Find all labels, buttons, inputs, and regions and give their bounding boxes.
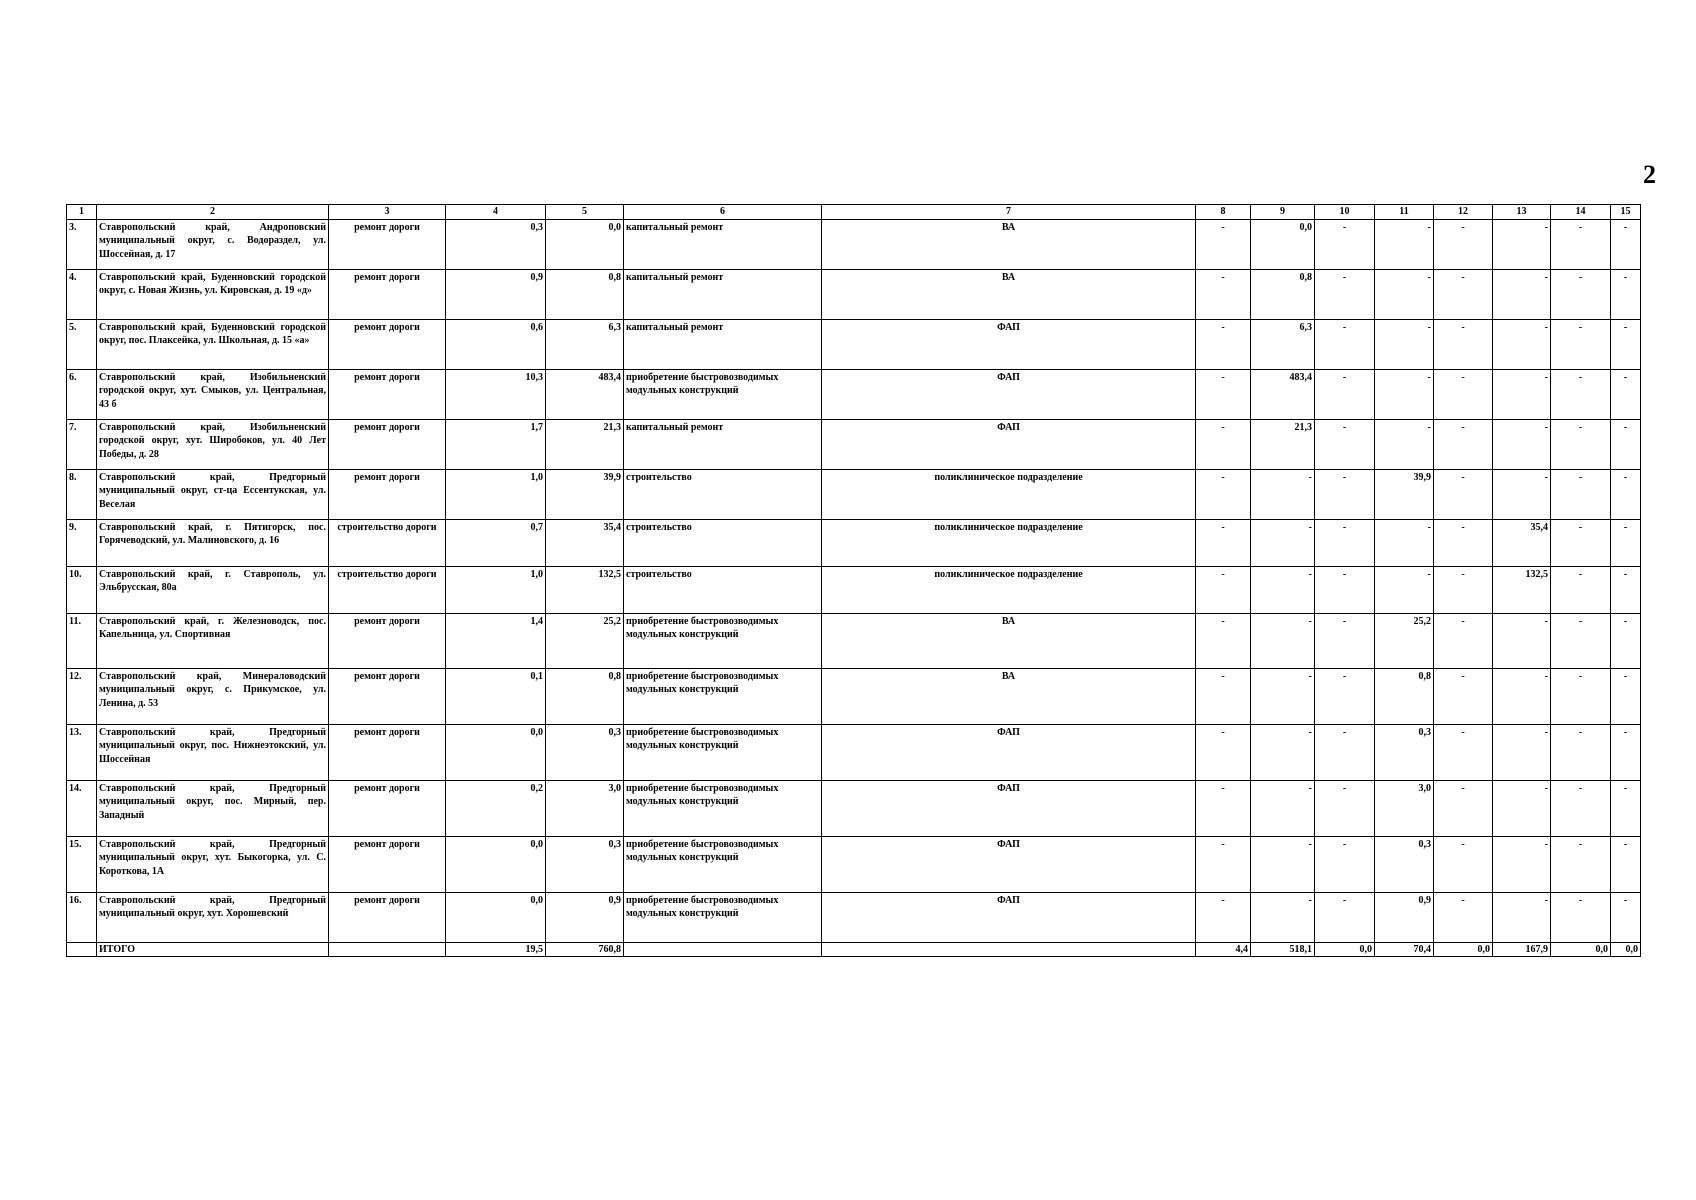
total-value: 4,4 bbox=[1196, 942, 1251, 957]
value-cell: - bbox=[1315, 668, 1375, 724]
value-cell: - bbox=[1315, 519, 1375, 566]
address-cell: Ставропольский край, Буденновский городской округ, с. Новая Жизнь, ул. Кировская, д. 19 «д» bbox=[97, 269, 329, 319]
column-header: 11 bbox=[1375, 205, 1434, 220]
empty-cell bbox=[329, 942, 446, 957]
value-cell: - bbox=[1551, 668, 1611, 724]
value-cell: - bbox=[1434, 469, 1493, 519]
value-cell: - bbox=[1551, 369, 1611, 419]
table-row bbox=[67, 219, 1641, 269]
object-cell: ФАП bbox=[822, 836, 1196, 892]
column-header: 10 bbox=[1315, 205, 1375, 220]
value-cell: 0,3 bbox=[1375, 724, 1434, 780]
value-cell: 1,0 bbox=[446, 566, 546, 613]
value-cell: - bbox=[1251, 836, 1315, 892]
value-cell: - bbox=[1315, 369, 1375, 419]
value-cell: - bbox=[1315, 269, 1375, 319]
row-number: 15. bbox=[67, 836, 97, 892]
total-value: 0,0 bbox=[1551, 942, 1611, 957]
value-cell: 0,3 bbox=[546, 836, 624, 892]
value-cell: - bbox=[1434, 780, 1493, 836]
total-value: 70,4 bbox=[1375, 942, 1434, 957]
road-work-cell: ремонт дороги bbox=[329, 469, 446, 519]
table-row bbox=[67, 519, 1641, 566]
total-value: 167,9 bbox=[1493, 942, 1551, 957]
column-header: 15 bbox=[1611, 205, 1641, 220]
object-cell: ВА bbox=[822, 668, 1196, 724]
value-cell: - bbox=[1551, 566, 1611, 613]
address-cell: Ставропольский край, Предгорный муниципальный округ, ст-ца Ессентукская, ул. Веселая bbox=[97, 469, 329, 519]
value-cell: - bbox=[1611, 219, 1641, 269]
table-row bbox=[67, 836, 1641, 892]
value-cell: 483,4 bbox=[546, 369, 624, 419]
work-type-cell: строительство bbox=[624, 519, 822, 566]
work-type-cell: приобретение быстровозводимых модульных конструкций bbox=[624, 369, 822, 419]
column-header: 13 bbox=[1493, 205, 1551, 220]
value-cell: - bbox=[1196, 319, 1251, 369]
value-cell: - bbox=[1375, 419, 1434, 469]
row-number: 8. bbox=[67, 469, 97, 519]
value-cell: 0,3 bbox=[446, 219, 546, 269]
road-work-cell: ремонт дороги bbox=[329, 419, 446, 469]
value-cell: - bbox=[1315, 892, 1375, 942]
value-cell: - bbox=[1493, 836, 1551, 892]
value-cell: 0,0 bbox=[446, 724, 546, 780]
work-type-cell: капитальный ремонт bbox=[624, 319, 822, 369]
value-cell: - bbox=[1434, 319, 1493, 369]
value-cell: - bbox=[1375, 269, 1434, 319]
value-cell: 0,3 bbox=[1375, 836, 1434, 892]
address-cell: Ставропольский край, Предгорный муниципальный округ, хут. Быкогорка, ул. С. Короткова, 1А bbox=[97, 836, 329, 892]
value-cell: - bbox=[1611, 269, 1641, 319]
value-cell: - bbox=[1611, 566, 1641, 613]
empty-cell bbox=[822, 942, 1196, 957]
row-number: 14. bbox=[67, 780, 97, 836]
column-header: 4 bbox=[446, 205, 546, 220]
value-cell: 21,3 bbox=[1251, 419, 1315, 469]
road-work-cell: ремонт дороги bbox=[329, 369, 446, 419]
object-cell: ФАП bbox=[822, 892, 1196, 942]
value-cell: 25,2 bbox=[1375, 613, 1434, 668]
value-cell: - bbox=[1315, 469, 1375, 519]
object-cell: ВА bbox=[822, 269, 1196, 319]
value-cell: - bbox=[1375, 566, 1434, 613]
row-number: 13. bbox=[67, 724, 97, 780]
column-header: 9 bbox=[1251, 205, 1315, 220]
address-cell: Ставропольский край, г. Железноводск, пос. Капельница, ул. Спортивная bbox=[97, 613, 329, 668]
work-type-cell: капитальный ремонт bbox=[624, 219, 822, 269]
address-cell: Ставропольский край, Андроповский муниципальный округ, с. Водораздел, ул. Шоссейная, д. 17 bbox=[97, 219, 329, 269]
object-cell: поликлиническое подразделение bbox=[822, 519, 1196, 566]
total-value: 518,1 bbox=[1251, 942, 1315, 957]
value-cell: 0,9 bbox=[446, 269, 546, 319]
value-cell: - bbox=[1196, 613, 1251, 668]
table-row bbox=[67, 566, 1641, 613]
value-cell: 1,4 bbox=[446, 613, 546, 668]
column-header: 1 bbox=[67, 205, 97, 220]
value-cell: 1,7 bbox=[446, 419, 546, 469]
value-cell: - bbox=[1375, 519, 1434, 566]
value-cell: - bbox=[1493, 269, 1551, 319]
road-work-cell: ремонт дороги bbox=[329, 613, 446, 668]
value-cell: 0,8 bbox=[1375, 668, 1434, 724]
value-cell: - bbox=[1611, 419, 1641, 469]
table-row bbox=[67, 780, 1641, 836]
value-cell: - bbox=[1196, 519, 1251, 566]
value-cell: - bbox=[1551, 613, 1611, 668]
work-type-cell: приобретение быстровозводимых модульных конструкций bbox=[624, 892, 822, 942]
column-header: 2 bbox=[97, 205, 329, 220]
address-cell: Ставропольский край, Минераловодский муниципальный округ, с. Прикумское, ул. Ленина, д. 53 bbox=[97, 668, 329, 724]
work-type-cell: приобретение быстровозводимых модульных конструкций bbox=[624, 836, 822, 892]
header-row bbox=[67, 205, 1641, 220]
value-cell: - bbox=[1493, 724, 1551, 780]
value-cell: 10,3 bbox=[446, 369, 546, 419]
total-label: ИТОГО bbox=[97, 942, 329, 957]
value-cell: - bbox=[1434, 668, 1493, 724]
work-type-cell: капитальный ремонт bbox=[624, 269, 822, 319]
value-cell: - bbox=[1251, 724, 1315, 780]
address-cell: Ставропольский край, Предгорный муниципальный округ, пос. Нижнеэтокский, ул. Шоссейная bbox=[97, 724, 329, 780]
value-cell: - bbox=[1315, 780, 1375, 836]
value-cell: - bbox=[1196, 469, 1251, 519]
value-cell: - bbox=[1493, 613, 1551, 668]
road-work-cell: строительство дороги bbox=[329, 519, 446, 566]
address-cell: Ставропольский край, г. Пятигорск, пос. Горячеводский, ул. Малиновского, д. 16 bbox=[97, 519, 329, 566]
value-cell: 39,9 bbox=[1375, 469, 1434, 519]
row-number: 7. bbox=[67, 419, 97, 469]
value-cell: - bbox=[1551, 780, 1611, 836]
value-cell: - bbox=[1196, 369, 1251, 419]
value-cell: - bbox=[1434, 369, 1493, 419]
value-cell: 0,8 bbox=[1251, 269, 1315, 319]
value-cell: - bbox=[1251, 566, 1315, 613]
empty-cell bbox=[67, 942, 97, 957]
value-cell: - bbox=[1196, 269, 1251, 319]
value-cell: - bbox=[1196, 419, 1251, 469]
value-cell: - bbox=[1434, 836, 1493, 892]
column-header: 7 bbox=[822, 205, 1196, 220]
value-cell: - bbox=[1251, 519, 1315, 566]
value-cell: - bbox=[1611, 319, 1641, 369]
column-header: 5 bbox=[546, 205, 624, 220]
work-type-cell: строительство bbox=[624, 469, 822, 519]
value-cell: - bbox=[1434, 613, 1493, 668]
value-cell: 3,0 bbox=[546, 780, 624, 836]
value-cell: 0,2 bbox=[446, 780, 546, 836]
object-cell: поликлиническое подразделение bbox=[822, 566, 1196, 613]
road-work-cell: ремонт дороги bbox=[329, 319, 446, 369]
address-cell: Ставропольский край, Изобильненский городской округ, хут. Смыков, ул. Центральная, 43 б bbox=[97, 369, 329, 419]
value-cell: - bbox=[1493, 369, 1551, 419]
value-cell: - bbox=[1434, 566, 1493, 613]
value-cell: - bbox=[1551, 319, 1611, 369]
object-cell: ФАП bbox=[822, 780, 1196, 836]
object-cell: ВА bbox=[822, 219, 1196, 269]
value-cell: 0,3 bbox=[546, 724, 624, 780]
value-cell: - bbox=[1251, 668, 1315, 724]
road-work-cell: ремонт дороги bbox=[329, 892, 446, 942]
total-value: 760,8 bbox=[546, 942, 624, 957]
value-cell: - bbox=[1251, 892, 1315, 942]
value-cell: 21,3 bbox=[546, 419, 624, 469]
table-row bbox=[67, 419, 1641, 469]
value-cell: 6,3 bbox=[1251, 319, 1315, 369]
road-work-cell: ремонт дороги bbox=[329, 780, 446, 836]
value-cell: - bbox=[1434, 419, 1493, 469]
table-row bbox=[67, 319, 1641, 369]
value-cell: - bbox=[1493, 892, 1551, 942]
value-cell: - bbox=[1611, 519, 1641, 566]
road-work-cell: ремонт дороги bbox=[329, 219, 446, 269]
row-number: 5. bbox=[67, 319, 97, 369]
table-row bbox=[67, 724, 1641, 780]
row-number: 16. bbox=[67, 892, 97, 942]
value-cell: - bbox=[1611, 892, 1641, 942]
value-cell: 0,7 bbox=[446, 519, 546, 566]
address-cell: Ставропольский край, Предгорный муниципальный округ, хут. Хорошевский bbox=[97, 892, 329, 942]
table-row bbox=[67, 892, 1641, 942]
value-cell: - bbox=[1551, 269, 1611, 319]
value-cell: - bbox=[1611, 469, 1641, 519]
value-cell: 1,0 bbox=[446, 469, 546, 519]
total-value: 0,0 bbox=[1434, 942, 1493, 957]
object-cell: ФАП bbox=[822, 369, 1196, 419]
value-cell: - bbox=[1551, 724, 1611, 780]
column-header: 12 bbox=[1434, 205, 1493, 220]
value-cell: 0,6 bbox=[446, 319, 546, 369]
value-cell: - bbox=[1551, 836, 1611, 892]
column-header: 14 bbox=[1551, 205, 1611, 220]
page-number: 2 bbox=[1643, 160, 1656, 189]
value-cell: - bbox=[1611, 836, 1641, 892]
value-cell: - bbox=[1196, 219, 1251, 269]
value-cell: - bbox=[1196, 566, 1251, 613]
value-cell: - bbox=[1434, 724, 1493, 780]
work-type-cell: капитальный ремонт bbox=[624, 419, 822, 469]
value-cell: - bbox=[1315, 613, 1375, 668]
column-header: 3 bbox=[329, 205, 446, 220]
work-type-cell: приобретение быстровозводимых модульных конструкций bbox=[624, 613, 822, 668]
column-header: 6 bbox=[624, 205, 822, 220]
value-cell: - bbox=[1493, 668, 1551, 724]
table-row bbox=[67, 469, 1641, 519]
value-cell: 6,3 bbox=[546, 319, 624, 369]
value-cell: - bbox=[1434, 219, 1493, 269]
table-row bbox=[67, 369, 1641, 419]
value-cell: 0,0 bbox=[446, 892, 546, 942]
value-cell: - bbox=[1434, 892, 1493, 942]
value-cell: - bbox=[1196, 724, 1251, 780]
value-cell: 0,0 bbox=[1251, 219, 1315, 269]
row-number: 6. bbox=[67, 369, 97, 419]
value-cell: - bbox=[1551, 219, 1611, 269]
value-cell: - bbox=[1196, 780, 1251, 836]
value-cell: - bbox=[1551, 892, 1611, 942]
row-number: 9. bbox=[67, 519, 97, 566]
value-cell: 0,9 bbox=[1375, 892, 1434, 942]
value-cell: 483,4 bbox=[1251, 369, 1315, 419]
table-row bbox=[67, 613, 1641, 668]
value-cell: 132,5 bbox=[546, 566, 624, 613]
value-cell: - bbox=[1493, 780, 1551, 836]
address-cell: Ставропольский край, Предгорный муниципальный округ, пос. Мирный, пер. Западный bbox=[97, 780, 329, 836]
work-type-cell: приобретение быстровозводимых модульных конструкций bbox=[624, 780, 822, 836]
road-work-cell: строительство дороги bbox=[329, 566, 446, 613]
value-cell: - bbox=[1493, 219, 1551, 269]
total-value: 19,5 bbox=[446, 942, 546, 957]
value-cell: - bbox=[1196, 892, 1251, 942]
work-type-cell: строительство bbox=[624, 566, 822, 613]
total-row bbox=[67, 942, 1641, 957]
value-cell: 0,8 bbox=[546, 269, 624, 319]
value-cell: - bbox=[1315, 419, 1375, 469]
value-cell: - bbox=[1315, 724, 1375, 780]
column-header: 8 bbox=[1196, 205, 1251, 220]
address-cell: Ставропольский край, Буденновский городской округ, пос. Плаксейка, ул. Школьная, д. 15 «а» bbox=[97, 319, 329, 369]
value-cell: - bbox=[1611, 668, 1641, 724]
value-cell: 0,0 bbox=[546, 219, 624, 269]
value-cell: - bbox=[1375, 219, 1434, 269]
value-cell: - bbox=[1551, 469, 1611, 519]
value-cell: 35,4 bbox=[1493, 519, 1551, 566]
row-number: 11. bbox=[67, 613, 97, 668]
address-cell: Ставропольский край, г. Ставрополь, ул. Эльбрусская, 80а bbox=[97, 566, 329, 613]
road-work-cell: ремонт дороги bbox=[329, 836, 446, 892]
value-cell: - bbox=[1434, 519, 1493, 566]
object-cell: ВА bbox=[822, 613, 1196, 668]
value-cell: - bbox=[1315, 836, 1375, 892]
road-work-cell: ремонт дороги bbox=[329, 269, 446, 319]
value-cell: - bbox=[1251, 613, 1315, 668]
table-row bbox=[67, 668, 1641, 724]
road-work-cell: ремонт дороги bbox=[329, 724, 446, 780]
row-number: 12. bbox=[67, 668, 97, 724]
value-cell: - bbox=[1611, 724, 1641, 780]
object-cell: ФАП bbox=[822, 319, 1196, 369]
value-cell: - bbox=[1611, 780, 1641, 836]
value-cell: - bbox=[1315, 319, 1375, 369]
value-cell: - bbox=[1551, 519, 1611, 566]
value-cell: 25,2 bbox=[546, 613, 624, 668]
value-cell: - bbox=[1251, 469, 1315, 519]
value-cell: - bbox=[1315, 219, 1375, 269]
object-cell: ФАП bbox=[822, 419, 1196, 469]
work-type-cell: приобретение быстровозводимых модульных конструкций bbox=[624, 724, 822, 780]
value-cell: 132,5 bbox=[1493, 566, 1551, 613]
value-cell: - bbox=[1611, 613, 1641, 668]
value-cell: 0,9 bbox=[546, 892, 624, 942]
address-cell: Ставропольский край, Изобильненский городской округ, хут. Широбоков, ул. 40 Лет Победы, д. 28 bbox=[97, 419, 329, 469]
data-table bbox=[66, 204, 1641, 957]
value-cell: 0,1 bbox=[446, 668, 546, 724]
value-cell: - bbox=[1375, 319, 1434, 369]
table-row bbox=[67, 269, 1641, 319]
value-cell: 3,0 bbox=[1375, 780, 1434, 836]
total-value: 0,0 bbox=[1315, 942, 1375, 957]
value-cell: 35,4 bbox=[546, 519, 624, 566]
empty-cell bbox=[624, 942, 822, 957]
value-cell: - bbox=[1493, 319, 1551, 369]
value-cell: - bbox=[1251, 780, 1315, 836]
work-type-cell: приобретение быстровозводимых модульных конструкций bbox=[624, 668, 822, 724]
value-cell: - bbox=[1551, 419, 1611, 469]
value-cell: - bbox=[1493, 419, 1551, 469]
value-cell: - bbox=[1434, 269, 1493, 319]
value-cell: - bbox=[1196, 836, 1251, 892]
table-body bbox=[67, 219, 1641, 957]
row-number: 3. bbox=[67, 219, 97, 269]
object-cell: ФАП bbox=[822, 724, 1196, 780]
value-cell: - bbox=[1375, 369, 1434, 419]
road-work-cell: ремонт дороги bbox=[329, 668, 446, 724]
value-cell: 39,9 bbox=[546, 469, 624, 519]
total-value: 0,0 bbox=[1611, 942, 1641, 957]
value-cell: 0,0 bbox=[446, 836, 546, 892]
row-number: 10. bbox=[67, 566, 97, 613]
value-cell: - bbox=[1315, 566, 1375, 613]
value-cell: - bbox=[1493, 469, 1551, 519]
value-cell: 0,8 bbox=[546, 668, 624, 724]
value-cell: - bbox=[1611, 369, 1641, 419]
value-cell: - bbox=[1196, 668, 1251, 724]
row-number: 4. bbox=[67, 269, 97, 319]
object-cell: поликлиническое подразделение bbox=[822, 469, 1196, 519]
